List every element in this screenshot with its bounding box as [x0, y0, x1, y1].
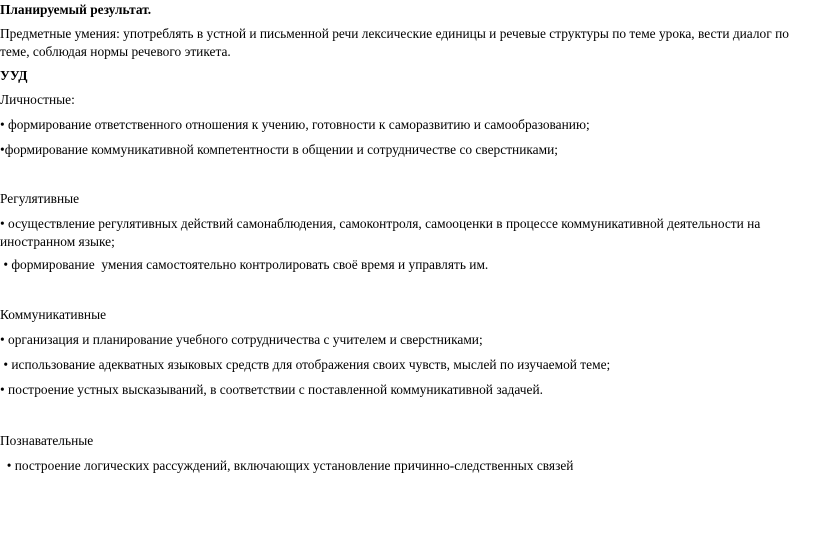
subject-skills-paragraph: Предметные умения: употреблять в устной и письменной речи лексические единицы и речевые структуры по теме урока, вести диалог по теме, соблюдая нормы речевого этикета. — [0, 26, 789, 59]
communicative-item: • построение устных высказываний, в соответствии с поставленной коммуникативной задачей. — [0, 382, 543, 397]
document-title: Планируемый результат. — [0, 2, 152, 17]
regulatory-heading: Регулятивные — [0, 191, 80, 206]
cognitive-heading: Познавательные — [0, 433, 94, 448]
communicative-item: • использование адекватных языковых средств для отображения своих чувств, мыслей по изучаемой теме; — [0, 357, 611, 372]
regulatory-item: • формирование умения самостоятельно контролировать своё время и управлять им. — [0, 257, 489, 272]
cognitive-item: • построение логических рассуждений, включающих установление причинно-следственных связей — [0, 458, 574, 473]
communicative-item: • организация и планирование учебного сотрудничества с учителем и сверстниками; — [0, 332, 483, 347]
regulatory-item: • осуществление регулятивных действий самонаблюдения, самоконтроля, самооценки в процессе коммуникативной деятельности на иностранном языке; — [0, 216, 761, 249]
communicative-heading: Коммуникативные — [0, 307, 107, 322]
uud-heading: УУД — [0, 68, 28, 83]
personal-heading: Личностные: — [0, 92, 75, 107]
personal-item: •формирование коммуникативной компетентности в общении и сотрудничестве со сверстниками; — [0, 142, 558, 157]
personal-item: • формирование ответственного отношения к учению, готовности к саморазвитию и самообразованию; — [0, 117, 590, 132]
